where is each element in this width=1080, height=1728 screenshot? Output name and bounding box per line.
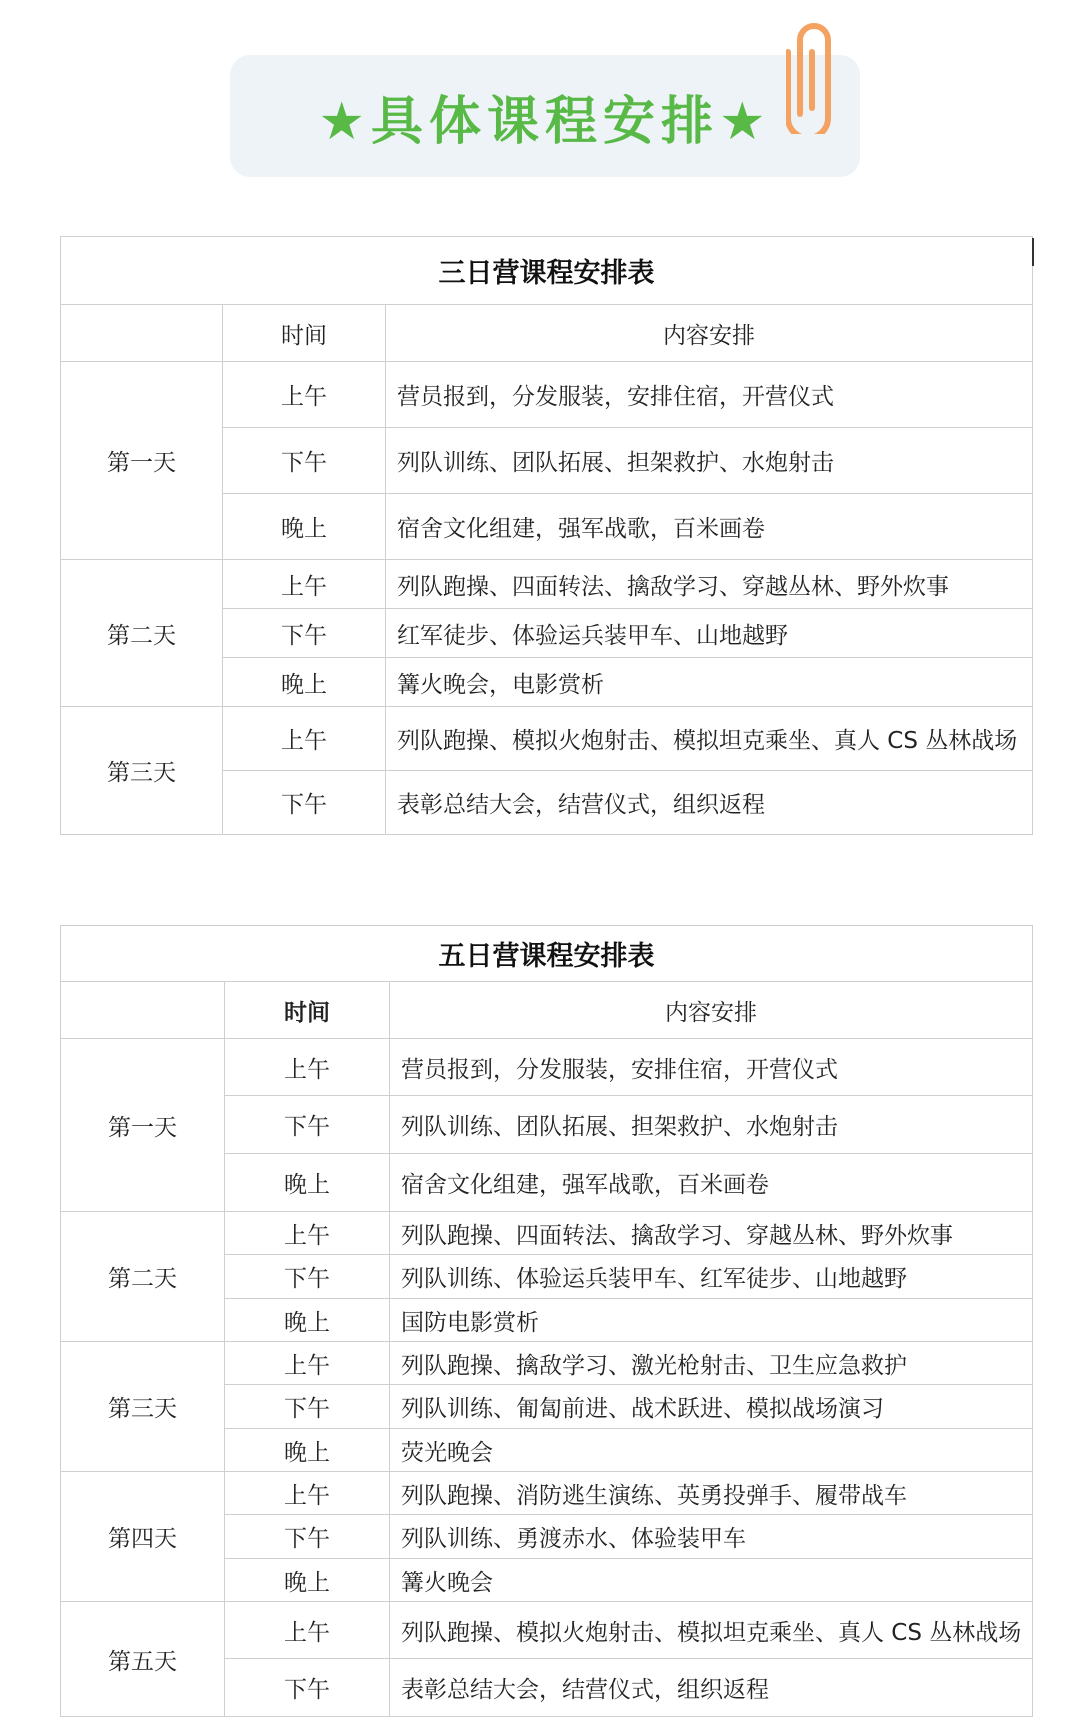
day-label: 第三天: [61, 707, 223, 835]
header-content: 内容安排: [386, 305, 1033, 362]
time-slot: 下午: [223, 771, 386, 835]
day-label: 第一天: [61, 1039, 225, 1212]
schedule-content: 列队训练、团队拓展、担架救护、水炮射击: [386, 428, 1033, 494]
schedule-content: 宿舍文化组建，强军战歌，百米画卷: [386, 494, 1033, 560]
day-label: 第二天: [61, 1212, 225, 1342]
schedule-content: 列队训练、勇渡赤水、体验装甲车: [390, 1515, 1033, 1559]
schedule-content: 营员报到，分发服装，安排住宿，开营仪式: [386, 362, 1033, 428]
time-slot: 下午: [225, 1515, 390, 1559]
time-slot: 上午: [225, 1039, 390, 1096]
five-day-schedule-table: [60, 925, 1033, 1717]
schedule-content: 国防电影赏析: [390, 1299, 1033, 1342]
edge-marker: [1032, 238, 1034, 266]
time-slot: 下午: [223, 609, 386, 658]
time-slot: 上午: [223, 707, 386, 771]
time-slot: 晚上: [225, 1154, 390, 1212]
schedule-content: 红军徒步、体验运兵装甲车、山地越野: [386, 609, 1033, 658]
schedule-content: 列队跑操、四面转法、擒敌学习、穿越丛林、野外炊事: [386, 560, 1033, 609]
schedule-content: 篝火晚会，电影赏析: [386, 658, 1033, 707]
schedule-content: 宿舍文化组建，强军战歌，百米画卷: [390, 1154, 1033, 1212]
day-label: 第四天: [61, 1472, 225, 1602]
day-label: 第五天: [61, 1602, 225, 1717]
time-slot: 下午: [225, 1255, 390, 1299]
time-slot: 晚上: [223, 494, 386, 560]
time-slot: 晚上: [225, 1559, 390, 1602]
schedule-content: 表彰总结大会，结营仪式，组织返程: [386, 771, 1033, 835]
time-slot: 晚上: [225, 1429, 390, 1472]
three-day-schedule-table: [60, 236, 1033, 835]
day-label: 第一天: [61, 362, 223, 560]
time-slot: 上午: [225, 1342, 390, 1385]
schedule-content: 列队训练、体验运兵装甲车、红军徒步、山地越野: [390, 1255, 1033, 1299]
schedule-content: 表彰总结大会，结营仪式，组织返程: [390, 1659, 1033, 1717]
time-slot: 下午: [223, 428, 386, 494]
time-slot: 上午: [225, 1472, 390, 1515]
header-blank-cell: [61, 982, 225, 1039]
time-slot: 下午: [225, 1096, 390, 1154]
schedule-content: 列队跑操、四面转法、擒敌学习、穿越丛林、野外炊事: [390, 1212, 1033, 1255]
schedule-content: 荧光晚会: [390, 1429, 1033, 1472]
header-time: 时间: [223, 305, 386, 362]
title-banner: [230, 55, 860, 177]
time-slot: 晚上: [223, 658, 386, 707]
time-slot: 上午: [225, 1602, 390, 1659]
time-slot: 下午: [225, 1385, 390, 1429]
header-time: 时间: [225, 982, 390, 1039]
table-title: 三日营课程安排表: [61, 237, 1033, 305]
schedule-content: 列队跑操、消防逃生演练、英勇投弹手、履带战车: [390, 1472, 1033, 1515]
schedule-content: 列队跑操、模拟火炮射击、模拟坦克乘坐、真人 CS 丛林战场: [386, 707, 1033, 771]
header-blank-cell: [61, 305, 223, 362]
schedule-content: 营员报到，分发服装，安排住宿，开营仪式: [390, 1039, 1033, 1096]
schedule-content: 列队训练、匍匐前进、战术跃进、模拟战场演习: [390, 1385, 1033, 1429]
table-title: 五日营课程安排表: [61, 926, 1033, 982]
header-content: 内容安排: [390, 982, 1033, 1039]
day-label: 第二天: [61, 560, 223, 707]
time-slot: 晚上: [225, 1299, 390, 1342]
schedule-content: 篝火晚会: [390, 1559, 1033, 1602]
time-slot: 上午: [223, 362, 386, 428]
schedule-content: 列队跑操、擒敌学习、激光枪射击、卫生应急救护: [390, 1342, 1033, 1385]
time-slot: 下午: [225, 1659, 390, 1717]
page-title: ★具体课程安排★: [318, 91, 772, 152]
day-label: 第三天: [61, 1342, 225, 1472]
paperclip-icon: [786, 18, 842, 134]
schedule-content: 列队训练、团队拓展、担架救护、水炮射击: [390, 1096, 1033, 1154]
time-slot: 上午: [225, 1212, 390, 1255]
time-slot: 上午: [223, 560, 386, 609]
schedule-content: 列队跑操、模拟火炮射击、模拟坦克乘坐、真人 CS 丛林战场: [390, 1602, 1033, 1659]
